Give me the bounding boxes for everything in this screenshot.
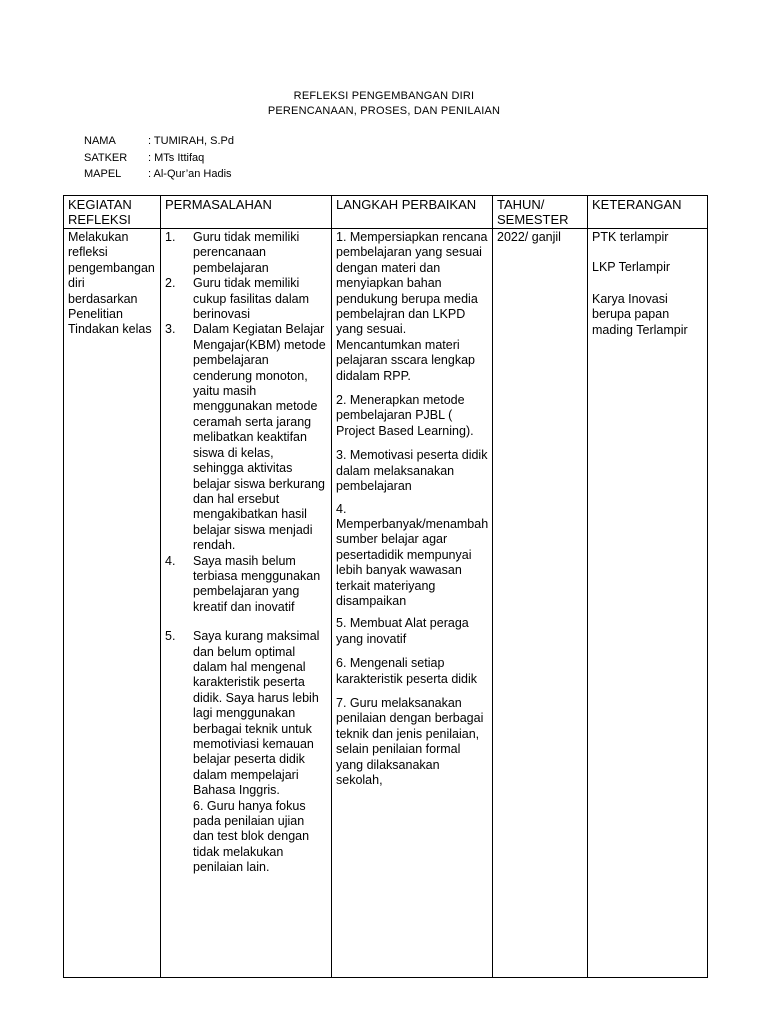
step-item: 2. Menerapkan metode pembelajaran PJBL ( Project Based Learning). [336, 393, 474, 438]
list-item [165, 230, 327, 276]
meta-label: NAMA [84, 135, 116, 147]
step-item: 6. Mengenali setiap karakteristik peserta didik [336, 656, 478, 686]
issue-text: Saya masih belum terbiasa menggunakan pembelajaran yang kreatif dan inovatif [193, 553, 321, 614]
step-item: 3. Memotivasi peserta didik dalam melaksanakan pembelajaran [336, 448, 488, 494]
cell-kegiatan: Melakukan refleksi pengembangan diri berdasarkan Penelitian Tindakan kelas [64, 229, 161, 978]
issue-extra: 6. Guru hanya fokus pada penilaian ujian dan test blok dengan tidak melakukan penilaian lain. [193, 798, 310, 875]
meta-row-nama [84, 135, 234, 147]
table-header-row [64, 196, 708, 229]
reflection-table [63, 195, 708, 978]
issue-list [165, 230, 327, 799]
table-row [64, 229, 708, 978]
header-keterangan: KETERANGAN [588, 196, 708, 229]
cell-tahun: 2022/ ganjil [493, 229, 588, 978]
meta-label: SATKER [84, 152, 128, 164]
cell-langkah [332, 229, 493, 978]
header-kegiatan: KEGIATAN REFLEKSI [64, 196, 161, 229]
meta-row-satker [84, 152, 204, 164]
meta-row-mapel [84, 168, 232, 180]
issue-text: Saya kurang maksimal dan belum optimal dalam hal mengenal karakteristik peserta didik. Saya harus lebih lagi menggunakan berbagai teknik untuk memotiviasi kemauan belajar peserta didik dalam mempelajari Bahasa Inggris. [193, 629, 320, 798]
list-item [165, 554, 327, 616]
keterangan-item: Karya Inovasi berupa papan mading Terlampir [592, 291, 688, 337]
issue-text: Guru tidak memiliki perencanaan pembelajaran [193, 230, 300, 275]
step-item: 5. Membuat Alat peraga yang inovatif [336, 616, 469, 646]
header-tahun: TAHUN/ SEMESTER [493, 196, 588, 229]
document-title-line2: PERENCANAAN, PROSES, DAN PENILAIAN [267, 105, 501, 117]
cell-permasalahan [161, 229, 332, 978]
keterangan-item: LKP Terlampir [592, 260, 671, 275]
header-permasalahan: PERMASALAHAN [161, 196, 332, 229]
keterangan-item: PTK terlampir [592, 230, 669, 244]
issue-number: 1. [165, 230, 176, 244]
issue-number: 2. [165, 276, 176, 291]
step-item: 4. Memperbanyak/menambah sumber belajar agar pesertadidik mempunyai lebih banyak wawasan terkait materiyang disampaikan [336, 501, 489, 608]
header-langkah: LANGKAH PERBAIKAN [332, 196, 493, 229]
document-title-line1: REFLEKSI PENGEMBANGAN DIRI [293, 90, 475, 102]
list-item [165, 322, 327, 553]
cell-keterangan [588, 229, 708, 978]
issue-number: 5. [165, 629, 176, 644]
issue-text: Guru tidak memiliki cukup fasilitas dalam berinovasi [193, 276, 310, 322]
meta-value: : MTs Ittifaq [148, 152, 205, 164]
list-item [165, 629, 327, 798]
step-item: 7. Guru melaksanakan penilaian dengan berbagai teknik dan jenis penilaian, selain penilaian formal yang dilaksanakan sekolah, [336, 695, 484, 787]
list-spacer [165, 615, 327, 629]
list-item [165, 276, 327, 322]
issue-number: 4. [165, 553, 176, 568]
meta-label: MAPEL [84, 168, 122, 180]
step-item: 1. Mempersiapkan rencana pembelajaran yang sesuai dengan materi dan menyiapkan bahan pendukung berupa media pembelajran dan LKPD yang sesuai. Mencantumkan materi pelajaran sscara lengkap didalam RPP. [336, 230, 488, 383]
meta-value: : TUMIRAH, S.Pd [148, 135, 234, 147]
issue-number: 3. [165, 322, 176, 337]
issue-text: Dalam Kegiatan Belajar Mengajar(KBM) metode pembelajaran cenderung monoton, yaitu masih menggunakan metode ceramah serta jarang melibatkan keaktifan siswa di kelas, sehingga aktivitas belajar siswa berkurang dan hal ersebut mengakibatkan hasil belajar siswa menjadi rendah. [193, 322, 326, 553]
meta-value: : Al-Qur’an Hadis [148, 168, 232, 180]
